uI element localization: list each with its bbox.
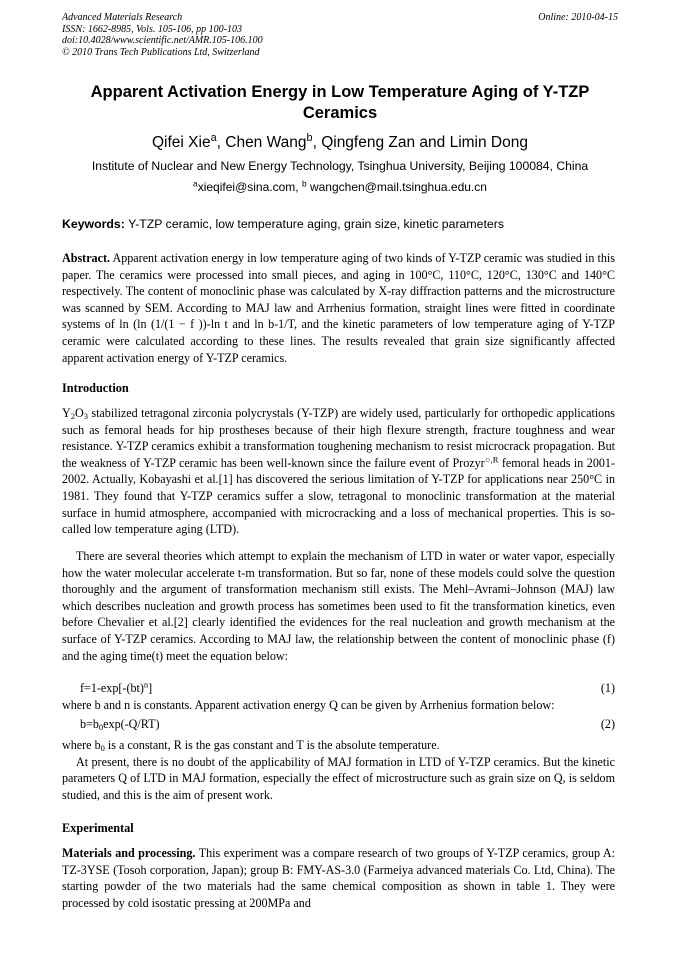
text-run: stabilized tetragonal zirconia polycrystals (Y-TZP) are widely used, particularly for orthopedic applications such as femoral heads for hip prostheses because of their high flexure strength, fracture toughness and wear resistance. Y-TZP ceramics exhibit a transformation toughening mechanism to resist microcrack propagation. But the weakness of Y-TZP ceramic has been well-known since the failure event of Prozyr — [62, 406, 615, 470]
email-link[interactable]: xieqifei@sina.com, — [197, 180, 299, 194]
equation-1 — [62, 680, 615, 697]
paragraph: where b and n is constants. Apparent activation energy Q can be given by Arrhenius formation below: — [62, 698, 555, 712]
doi-line: doi:10.4028/www.scientific.net/AMR.105-106.100 — [62, 35, 263, 46]
paragraph — [62, 737, 615, 754]
email-mark: b — [301, 178, 307, 189]
text-run: b=b — [80, 717, 99, 731]
email-link[interactable]: wangchen@mail.tsinghua.edu.cn — [309, 180, 487, 194]
email-line — [62, 179, 618, 195]
online-date: Online: 2010-04-15 — [538, 12, 618, 23]
equation-expression — [80, 716, 160, 733]
author-affil-mark: b — [306, 132, 313, 145]
author-affil-mark: a — [210, 132, 217, 145]
subsection-label: Materials and processing. — [62, 846, 196, 860]
author-name: Qifei Xie — [152, 134, 211, 151]
journal-name: Advanced Materials Research — [62, 12, 183, 23]
registered-mark: ○,R — [484, 454, 499, 465]
equation-expression — [80, 680, 152, 697]
subscript: 3 — [83, 411, 88, 422]
text-run: femoral heads in 2001-2002. Actually, Kobayashi et al.[1] has discovered the serious limitation of Y-TZP for applications near 250°C in 1981. They found that Y-TZP ceramics suffer a slow, tetragonal to monoclinic transformation at the material surface in humid atmosphere, accompanied with microcracking and a loss of mechanical properties. This is so-called low temperature aging (LTD). — [62, 455, 615, 537]
equation-2 — [62, 716, 615, 733]
author-name: Qingfeng Zan and Limin Dong — [321, 134, 528, 151]
keywords — [62, 216, 618, 232]
superscript: n — [143, 679, 149, 690]
author-list: Qifei Xie$^a$, Chen Wang$^b$, Qingfeng Zan and Limin Dong — [152, 132, 528, 151]
affiliation: Institute of Nuclear and New Energy Technology, Tsinghua University, Beijing 100084, China — [91, 159, 589, 173]
paragraph — [62, 405, 615, 538]
email-mark: a — [193, 178, 198, 189]
keywords-text: Y-TZP ceramic, low temperature aging, grain size, kinetic parameters — [128, 217, 504, 231]
page-header — [62, 12, 618, 58]
paragraph: There are several theories which attempt to explain the mechanism of LTD in water or water vapor, especially how the water molecular accelerate t-m transformation. But so far, none of these models could solve the question thoroughly and the argument of transformation mechanism still exists. The Mehl–Avrami–Johnson (MAJ) law which describes nucleation and growth process has sometimes been used to fit the transformation kinetics, even before Chevalier et al.[2] clearly identified the evidences for the real nucleation and growth mechanism at the surface of Y-TZP ceramics. According to MAJ law, the relationship between the content of monoclinic phase (f) and the aging time(t) meet the equation below: — [62, 549, 615, 663]
subscript: 2 — [70, 411, 75, 422]
copyright-line: © 2010 Trans Tech Publications Ltd, Switzerland — [62, 46, 260, 58]
text-run: where b — [62, 738, 101, 752]
paper-title: Apparent Activation Energy in Low Temperature Aging of Y-TZP Ceramics — [90, 83, 590, 122]
equation-number: (2) — [600, 717, 615, 731]
text-run: O — [74, 406, 84, 420]
abstract-label: Abstract. — [62, 251, 111, 265]
paragraph — [62, 845, 615, 911]
author-name: Chen Wang — [225, 134, 307, 151]
text-run: Y — [62, 406, 71, 420]
section-heading-experimental: Experimental — [62, 821, 134, 835]
paragraph-group — [62, 737, 615, 803]
text-run: exp(-Q/RT) — [103, 717, 160, 731]
paragraph: At present, there is no doubt of the applicability of MAJ formation in LTD of Y-TZP ceramics. But the kinetic parameters Q of LTD in MAJ formation, especially the effect of microstructure such as grain size on Q, is seldom studied, and this is the aim of present work. — [62, 754, 615, 802]
equation-number: (1) — [600, 681, 615, 695]
section-heading-introduction: Introduction — [62, 381, 129, 395]
text-run: f=1-exp[-(bt) — [80, 681, 144, 695]
text-run: ] — [148, 681, 153, 695]
abstract — [62, 250, 615, 366]
issn-line: ISSN: 1662-8985, Vols. 105-106, pp 100-103 — [62, 23, 242, 35]
text-run: is a constant, R is the gas constant and T is the absolute temperature. — [104, 738, 440, 752]
abstract-text: Apparent activation energy in low temperature aging of two kinds of Y-TZP ceramic was studied in this paper. The ceramics were processed into small pieces, and aging in 100°C, 110°C, 120°C, 130°C and 140°C respectively. The content of monoclinic phase was calculated by X-ray diffraction patterns and the microstructure was scanned by SEM. According to MAJ law and Arrhenius formation, straight lines were fitted in coordinate systems of ln (ln (1/(1 − f ))-ln t and ln b-1/T, and the kinetic parameters of low temperature aging of Y-TZP ceramic were calculated according to these lines. The results revealed that grain size significantly affected apparent activation energy of Y-TZP ceramics. — [62, 251, 615, 365]
keywords-label: Keywords: — [62, 217, 125, 231]
subscript: 0 — [98, 722, 104, 733]
subscript: 0 — [100, 743, 105, 754]
paragraph-text: This experiment was a compare research of two groups of Y-TZP ceramics, group A: TZ-3YSE (Tosoh corporation, Japan); group B: FMY-AS-3.0 (Farmeiya advanced materials Co. Ltd, China). The starting powder of the two materials had the same chemical composition as shown in table 1. They were processed by cold isostatic pressing at 200MPa and — [62, 846, 615, 910]
